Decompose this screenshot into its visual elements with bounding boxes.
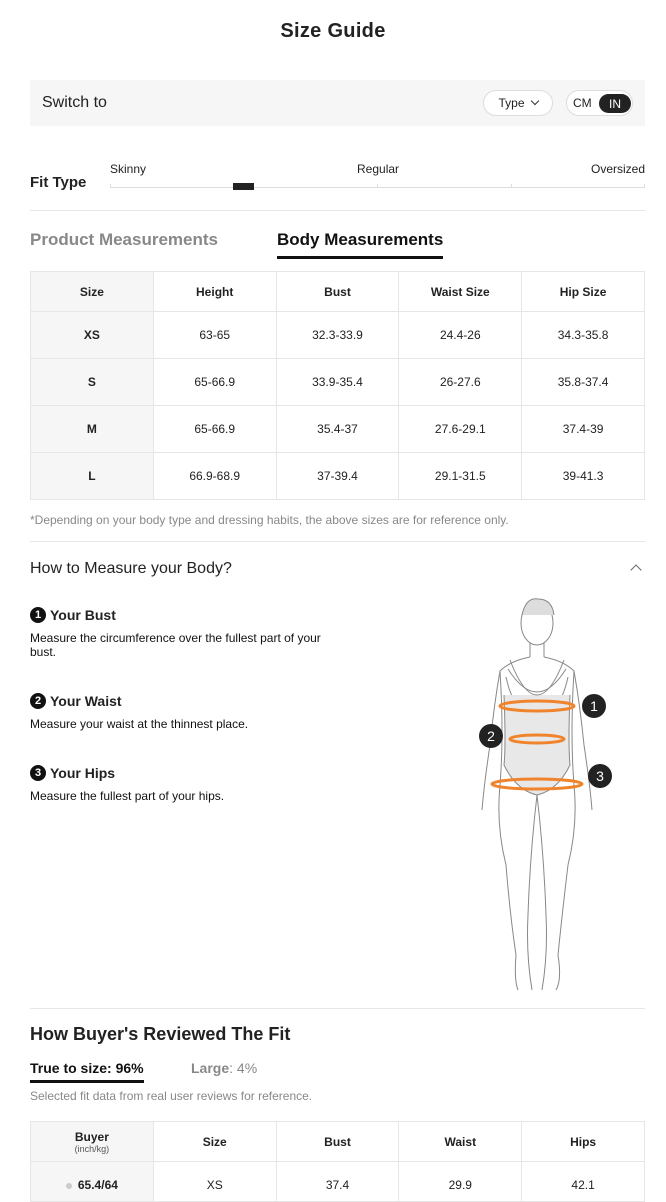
reviews-title: How Buyer's Reviewed The Fit: [30, 1024, 291, 1044]
fit-scale-tick: [110, 184, 111, 188]
table-cell: 37.4-39: [522, 406, 645, 453]
divider: [30, 210, 645, 211]
tab-true-to-size[interactable]: True to size: 96%: [30, 1060, 144, 1083]
table-cell: 29.1-31.5: [399, 453, 522, 500]
fit-scale-tick: [377, 184, 378, 188]
type-label: Type: [498, 96, 525, 110]
fit-option-oversized: Oversized: [591, 162, 646, 176]
tab-large[interactable]: [191, 1060, 257, 1080]
table-cell: S: [31, 359, 154, 406]
table-header-row: [31, 272, 645, 312]
reviews-note: Selected fit data from real user reviews for reference.: [30, 1089, 313, 1103]
table-row: [31, 453, 645, 500]
column-header: Waist: [399, 1122, 522, 1162]
table-cell: 32.3-33.9: [276, 312, 399, 359]
figure-label-2: 2: [487, 728, 495, 744]
table-cell: 26-27.6: [399, 359, 522, 406]
table-cell: 35.4-37: [276, 406, 399, 453]
column-header: Bust: [276, 272, 399, 312]
column-header: Hips: [522, 1122, 645, 1162]
table-cell: 37-39.4: [276, 453, 399, 500]
step-title-text: Your Bust: [50, 607, 116, 623]
fit-type-label: Fit Type: [30, 174, 87, 191]
column-header-buyer: [31, 1122, 154, 1162]
buyer-value: 65.4/64: [77, 1178, 118, 1192]
page-title: Size Guide: [280, 20, 386, 42]
switch-label: Switch to: [42, 94, 107, 111]
table-cell: [31, 1162, 154, 1202]
step-title-text: Your Waist: [50, 693, 122, 709]
table-cell: 65-66.9: [153, 406, 276, 453]
buyer-review-table: [30, 1121, 645, 1202]
measure-step-title: [30, 765, 330, 781]
table-cell: 63-65: [153, 312, 276, 359]
body-measurement-figure: [470, 595, 620, 1000]
table-header-row: [31, 1122, 645, 1162]
table-cell: M: [31, 406, 154, 453]
column-header: Hip Size: [522, 272, 645, 312]
column-header: Size: [31, 272, 154, 312]
measure-step-hips: [30, 765, 330, 803]
unit-in-option[interactable]: IN: [599, 94, 631, 113]
measure-section-toggle[interactable]: [30, 560, 645, 578]
table-cell: 24.4-26: [399, 312, 522, 359]
fit-option-regular: Regular: [357, 162, 400, 176]
figure-label-3: 3: [596, 768, 604, 784]
measure-step-waist: [30, 693, 330, 731]
table-cell: 37.4: [276, 1162, 399, 1202]
tab-large-value: : 4%: [229, 1060, 258, 1076]
chevron-up-icon: [630, 564, 641, 575]
unit-cm-option[interactable]: CM: [573, 96, 592, 110]
fit-scale-tick: [511, 184, 512, 188]
table-cell: 27.6-29.1: [399, 406, 522, 453]
table-cell: 33.9-35.4: [276, 359, 399, 406]
table-cell: 42.1: [522, 1162, 645, 1202]
table-cell: 34.3-35.8: [522, 312, 645, 359]
table-row: [31, 312, 645, 359]
divider: [30, 541, 645, 542]
column-header: Height: [153, 272, 276, 312]
table-cell: 29.9: [399, 1162, 522, 1202]
size-reference-note: *Depending on your body type and dressing habits, the above sizes are for reference only.: [30, 513, 509, 527]
table-cell: 35.8-37.4: [522, 359, 645, 406]
table-cell: XS: [31, 312, 154, 359]
measure-step-description: Measure your waist at the thinnest place.: [30, 717, 249, 731]
table-cell: L: [31, 453, 154, 500]
avatar-dot: [66, 1183, 72, 1189]
measure-step-title: [30, 607, 330, 623]
buyer-header-unit: (inch/kg): [74, 1143, 110, 1154]
step-number-badge: 1: [30, 607, 46, 623]
tab-product-measurements[interactable]: Product Measurements: [30, 230, 218, 249]
fit-option-skinny: Skinny: [110, 162, 147, 176]
buyer-header-label: Buyer: [74, 1129, 109, 1144]
measure-step-bust: [30, 607, 330, 659]
table-row: [31, 1162, 645, 1202]
figure-label-1: 1: [590, 698, 598, 714]
step-number-badge: 2: [30, 693, 46, 709]
switch-bar: [30, 80, 645, 126]
table-row: [31, 406, 645, 453]
measure-step-description: Measure the circumference over the fullest part of your bust.: [30, 631, 321, 659]
step-title-text: Your Hips: [50, 765, 116, 781]
column-header: Waist Size: [399, 272, 522, 312]
tab-large-label: Large: [191, 1060, 230, 1076]
measure-step-title: [30, 693, 330, 709]
type-dropdown[interactable]: [483, 90, 553, 116]
column-header: Bust: [276, 1122, 399, 1162]
fit-scale-marker: [233, 183, 254, 190]
unit-toggle[interactable]: [566, 90, 633, 116]
measure-heading: How to Measure your Body?: [30, 560, 232, 577]
table-cell: 65-66.9: [153, 359, 276, 406]
table-cell: 39-41.3: [522, 453, 645, 500]
table-cell: 66.9-68.9: [153, 453, 276, 500]
measure-step-description: Measure the fullest part of your hips.: [30, 789, 225, 803]
divider: [30, 1008, 645, 1009]
column-header: Size: [153, 1122, 276, 1162]
table-row: [31, 359, 645, 406]
step-number-badge: 3: [30, 765, 46, 781]
fit-scale-tick: [644, 184, 645, 188]
tab-body-measurements[interactable]: Body Measurements: [277, 230, 443, 259]
chevron-down-icon: [530, 97, 538, 105]
size-table: [30, 271, 645, 500]
table-cell: XS: [153, 1162, 276, 1202]
